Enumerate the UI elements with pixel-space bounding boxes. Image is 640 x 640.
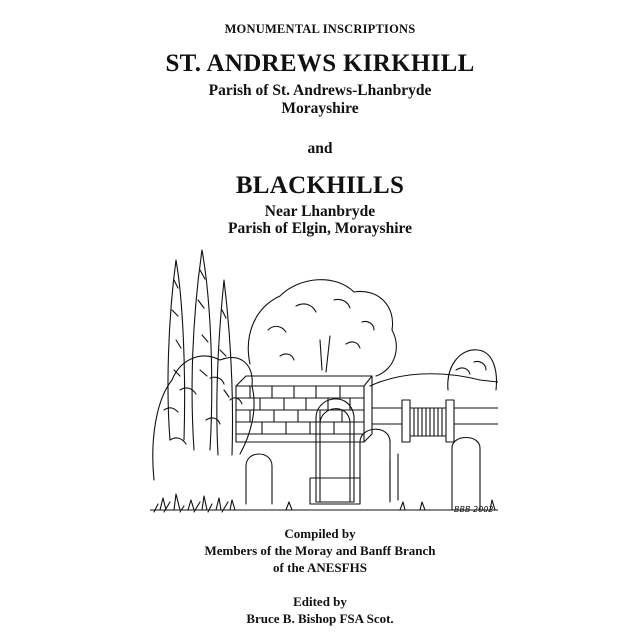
central-tree <box>248 280 396 376</box>
grass <box>150 494 498 512</box>
site1-county: Morayshire <box>281 100 359 117</box>
conjunction: and <box>307 140 333 157</box>
compilers-society: of the ANESFHS <box>273 560 367 575</box>
edited-by-label: Edited by <box>293 594 347 609</box>
site1-parish: Parish of St. Andrews-Lhanbryde <box>208 82 432 99</box>
headstones <box>246 399 480 510</box>
gate <box>372 400 498 442</box>
poplar-trees <box>168 250 233 455</box>
series-title: MONUMENTAL INSCRIPTIONS <box>224 22 416 36</box>
site1-title: ST. ANDREWS KIRKHILL <box>165 50 475 77</box>
kirkyard-illustration <box>150 240 498 522</box>
artist-signature: BBB 2002 <box>454 505 494 514</box>
right-tree <box>448 350 497 390</box>
site2-parish: Parish of Elgin, Morayshire <box>228 220 412 237</box>
site2-location: Near Lhanbryde <box>264 203 376 220</box>
compilers: Members of the Moray and Banff Branch <box>204 543 436 558</box>
editor-name: Bruce B. Bishop FSA Scot. <box>246 611 394 626</box>
site2-title: BLACKHILLS <box>235 172 405 199</box>
compiled-by-label: Compiled by <box>284 526 356 541</box>
